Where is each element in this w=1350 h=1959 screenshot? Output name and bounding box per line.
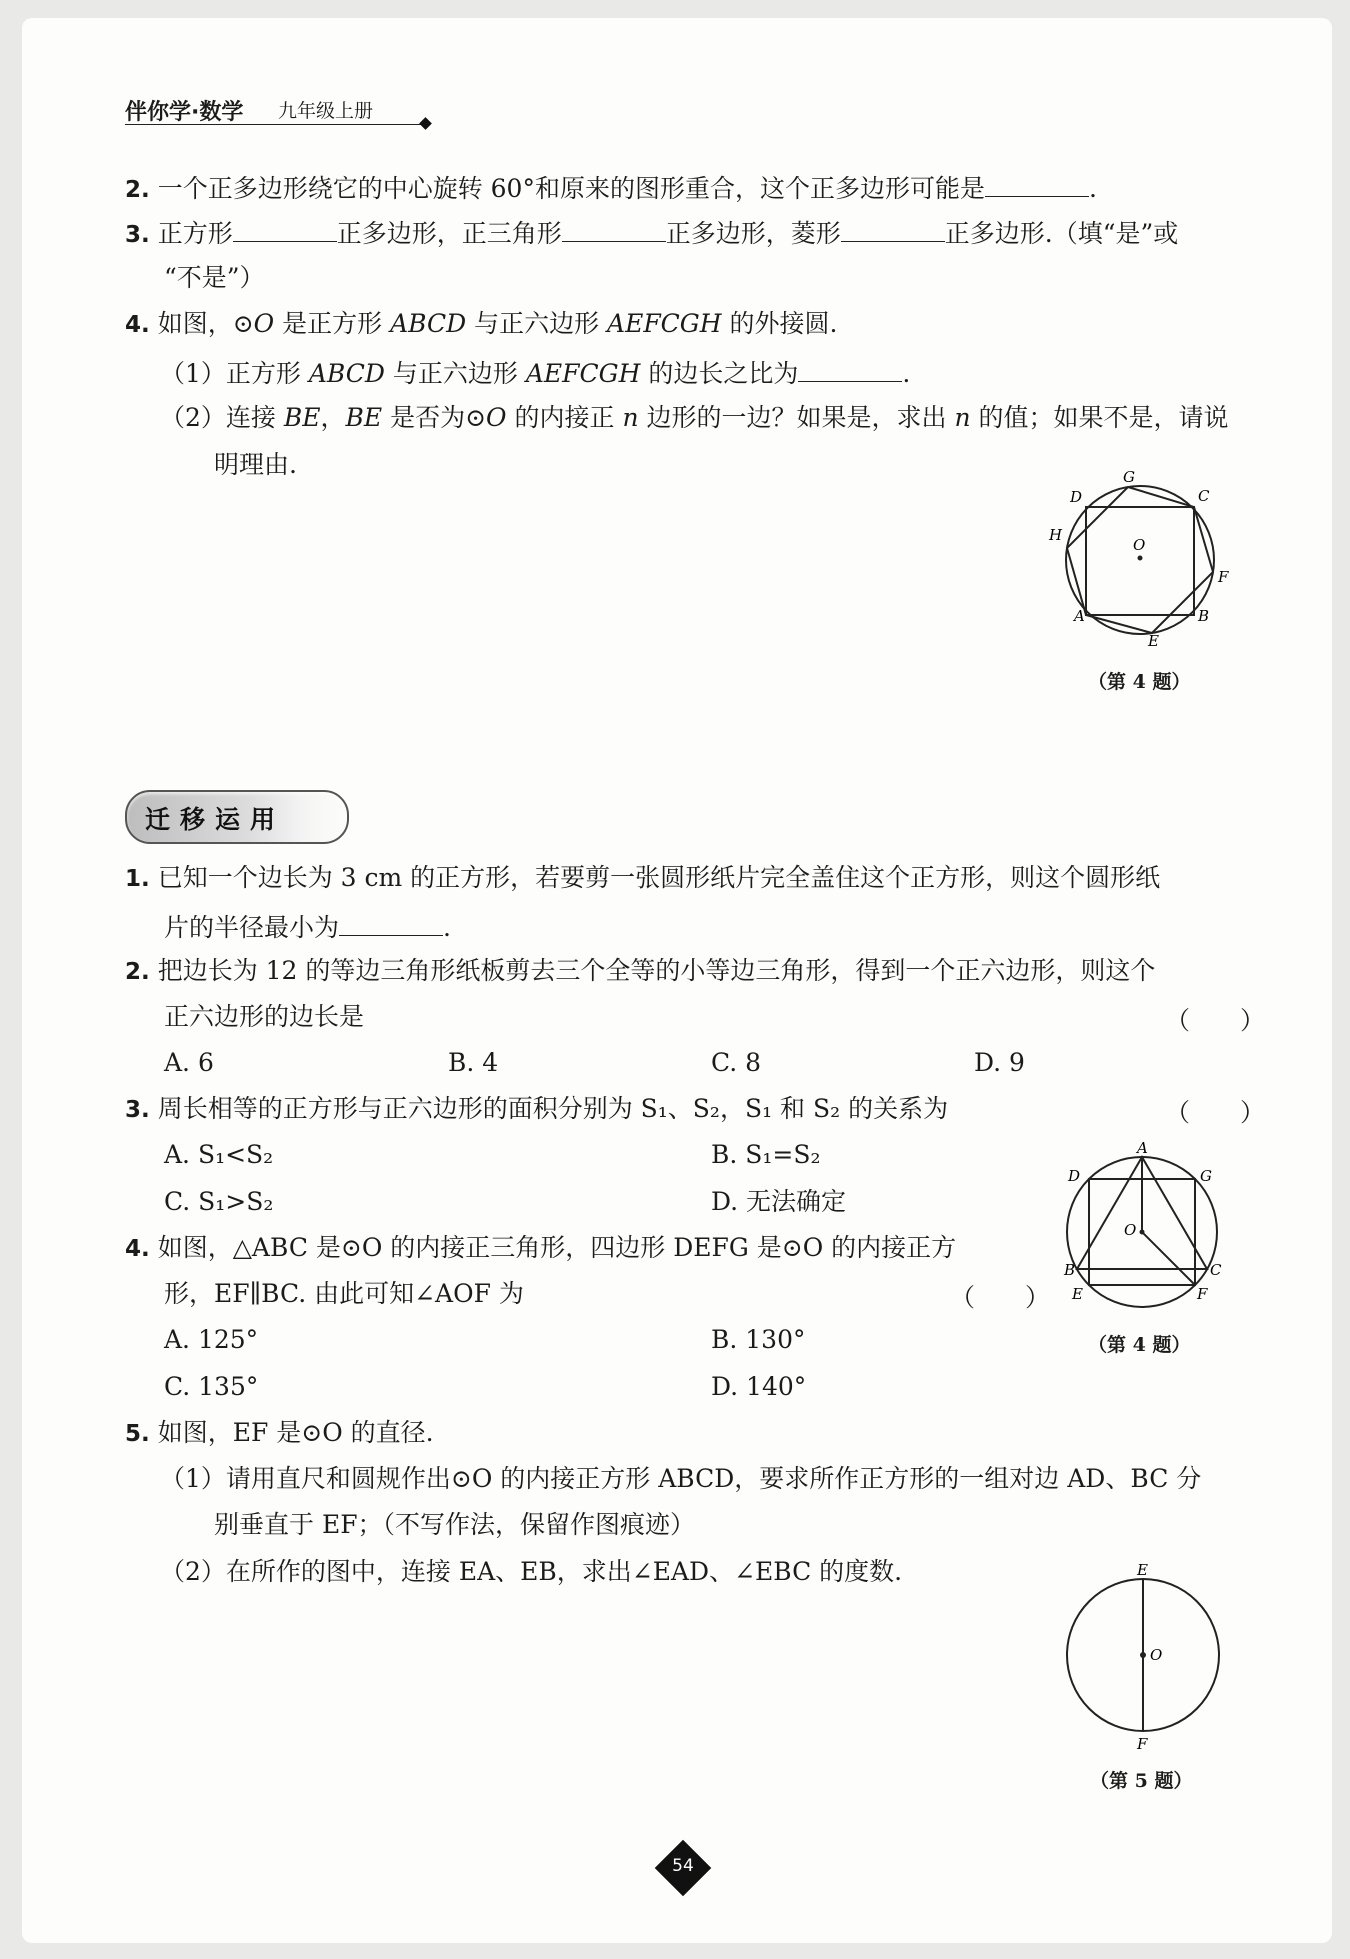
label-b: B	[1198, 607, 1210, 625]
option-b: B. 130°	[711, 1325, 806, 1354]
label-d: D	[1068, 1167, 1081, 1185]
header-volume: 九年级上册	[278, 100, 374, 122]
figure-caption: （第 4 题）	[1088, 671, 1191, 693]
header-rule	[125, 124, 425, 125]
question-2: 2. 一个正多边形绕它的中心旋转 60°和原来的图形重合，这个正多边形可能是 .	[125, 170, 1097, 206]
option-b: B. S₁=S₂	[711, 1140, 821, 1169]
label-a: A	[1137, 1140, 1148, 1157]
center-point	[1138, 556, 1143, 561]
figure-triangle-square	[1050, 1140, 1240, 1320]
transfer-question-5: 5. 如图，EF 是⊙O 的直径.	[125, 1418, 434, 1447]
answer-paren[interactable]: （ ）	[1165, 1098, 1266, 1127]
label-g: G	[1123, 468, 1135, 486]
question-4: 4. 如图，⊙O 是正方形 ABCD 与正六边形 AEFCGH 的外接圆.	[125, 309, 838, 338]
label-g: G	[1200, 1167, 1212, 1185]
option-b: B. 4	[448, 1048, 499, 1077]
question-4-part-2-line2: 明理由.	[214, 450, 297, 479]
figure-caption: （第 4 题）	[1088, 1334, 1191, 1356]
transfer-question-2-line2: 正六边形的边长是	[164, 1002, 365, 1031]
label-h: H	[1049, 526, 1063, 544]
answer-blank[interactable]	[841, 215, 945, 242]
transfer-question-1-line2: 片的半径最小为 .	[164, 909, 451, 944]
figure-circle-square-hexagon	[1040, 460, 1240, 660]
label-o: O	[1133, 536, 1146, 554]
label-c: C	[1210, 1261, 1222, 1279]
label-o: O	[1150, 1646, 1163, 1664]
section-title: 迁移运用	[145, 805, 286, 834]
label-f: F	[1218, 568, 1229, 586]
label-b: B	[1064, 1261, 1076, 1279]
transfer-question-4: 4. 如图，△ABC 是⊙O 的内接正三角形，四边形 DEFG 是⊙O 的内接正方	[125, 1233, 957, 1262]
option-d: D. 无法确定	[711, 1187, 847, 1216]
transfer-question-4-line2: 形，EF∥BC. 由此可知∠AOF 为	[164, 1279, 524, 1308]
figure-circle-diameter	[1050, 1555, 1240, 1755]
header-brand: 伴你学·数学	[125, 100, 244, 125]
answer-blank[interactable]	[798, 355, 902, 382]
option-d: D. 9	[974, 1048, 1025, 1077]
section-badge	[125, 790, 349, 844]
option-a: A. 6	[164, 1048, 214, 1077]
question-5-part-2: （2）在所作的图中，连接 EA、EB，求出∠EAD、∠EBC 的度数.	[160, 1557, 903, 1586]
answer-paren[interactable]: （ ）	[1165, 1006, 1266, 1035]
transfer-question-2: 2. 把边长为 12 的等边三角形纸板剪去三个全等的小等边三角形，得到一个正六边形，则这个	[125, 956, 1156, 985]
option-c: C. 135°	[164, 1372, 259, 1401]
question-3: 3. 正方形 正多边形，正三角形 正多边形，菱形 正多边形.（填“是”或	[125, 215, 1178, 251]
question-5-part-1: （1）请用直尺和圆规作出⊙O 的内接正方形 ABCD，要求所作正方形的一组对边 AD、BC 分	[160, 1464, 1202, 1493]
square-abcd	[1086, 507, 1194, 615]
label-f: F	[1197, 1285, 1208, 1303]
transfer-question-3: 3. 周长相等的正方形与正六边形的面积分别为 S₁、S₂，S₁ 和 S₂ 的关系为	[125, 1094, 949, 1123]
option-c: C. 8	[711, 1048, 762, 1077]
transfer-question-1: 1. 已知一个边长为 3 cm 的正方形，若要剪一张圆形纸片完全盖住这个正方形，则这个圆形纸	[125, 863, 1161, 892]
label-d: D	[1070, 488, 1083, 506]
answer-blank[interactable]	[985, 170, 1089, 197]
radii-oa-of	[1142, 1157, 1195, 1285]
question-5-part-1-line2: 别垂直于 EF；（不写作法，保留作图痕迹）	[214, 1510, 696, 1539]
label-a: A	[1074, 607, 1085, 625]
label-e: E	[1137, 1561, 1148, 1579]
label-c: C	[1198, 487, 1210, 505]
answer-paren[interactable]: （ ）	[950, 1283, 1051, 1312]
figure-caption: （第 5 题）	[1090, 1770, 1193, 1792]
answer-blank[interactable]	[233, 215, 337, 242]
option-a: A. 125°	[164, 1325, 259, 1354]
label-f: F	[1137, 1735, 1148, 1753]
option-d: D. 140°	[711, 1372, 807, 1401]
option-a: A. S₁<S₂	[164, 1140, 274, 1169]
answer-blank[interactable]	[562, 215, 666, 242]
page-number: 54	[672, 1856, 694, 1876]
answer-blank[interactable]	[339, 909, 443, 936]
question-4-part-2: （2）连接 BE，BE 是否为⊙O 的内接正 n 边形的一边？如果是，求出 n 的值；如果不是，请说	[160, 403, 1229, 432]
question-3-line2: “不是”）	[164, 263, 265, 292]
label-o: O	[1124, 1221, 1137, 1239]
label-e: E	[1072, 1285, 1083, 1303]
center-point	[1140, 1652, 1146, 1658]
label-e: E	[1148, 632, 1159, 650]
question-4-part-1: （1）正方形 ABCD 与正六边形 AEFCGH 的边长之比为 .	[160, 355, 910, 390]
option-c: C. S₁>S₂	[164, 1187, 274, 1216]
center-point	[1140, 1230, 1145, 1235]
